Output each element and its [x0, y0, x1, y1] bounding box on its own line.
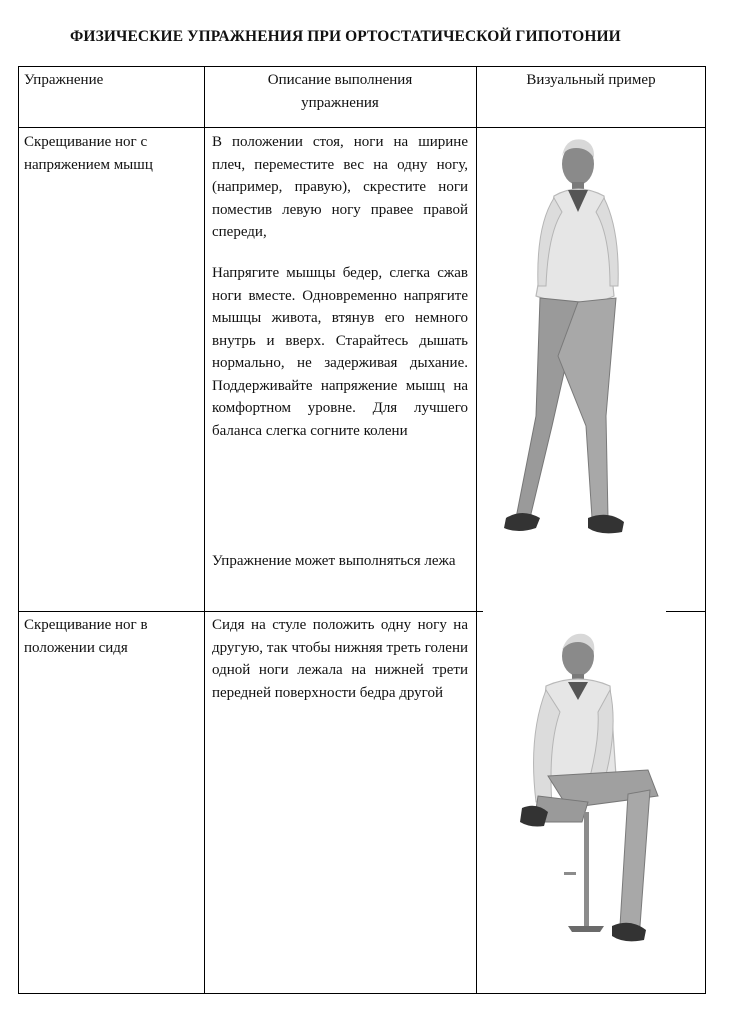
- row-divider-left: [18, 611, 483, 612]
- column-divider-2: [476, 66, 477, 994]
- table-border-left: [18, 66, 19, 994]
- row2-exercise-name: Скрещивание ног в положении сидя: [24, 617, 148, 656]
- row1-description-p1: В положении стоя, ноги на ширине плеч, переместите вес на одну ногу, (например, правую), скрестите ноги поместив левую ногу правее правой спереди,: [212, 134, 468, 240]
- table-border-right: [705, 66, 706, 994]
- seated-cross-legs-man-illustration: [508, 626, 668, 961]
- standing-cross-legs-man-illustration: [496, 126, 646, 566]
- table-border-top: [18, 66, 706, 67]
- header-exercise: Упражнение: [24, 72, 104, 88]
- row2-description-p1: Сидя на стуле положить одну ногу на другую, так чтобы нижняя треть голени одной ноги лежала на нижней трети передней поверхности бедра другой: [212, 617, 468, 701]
- column-divider-1: [204, 66, 205, 994]
- row-divider-right: [666, 611, 706, 612]
- row1-description-p3: Упражнение может выполняться лежа: [212, 553, 456, 569]
- header-description: Описание выполнения упражнения: [267, 72, 413, 111]
- row1-exercise-name: Скрещивание ног с напряжением мышц: [24, 134, 153, 173]
- exercise-table: [18, 66, 706, 994]
- document-title: ФИЗИЧЕСКИЕ УПРАЖНЕНИЯ ПРИ ОРТОСТАТИЧЕСКОЙ ГИПОТОНИИ: [70, 28, 621, 45]
- header-visual: Визуальный пример: [526, 72, 656, 88]
- row1-description-p2: Напрягите мышцы бедер, слегка сжав ноги вместе. Одновременно напрягите мышцы живота, втянув его немного внутрь и вверх. Старайтесь дышать нормально, не задерживая дыхание. Поддерживайте напряжение мышц на комфортном уровне. Для лучшего баланса слегка согните колени: [212, 265, 468, 439]
- table-border-bottom: [18, 993, 706, 994]
